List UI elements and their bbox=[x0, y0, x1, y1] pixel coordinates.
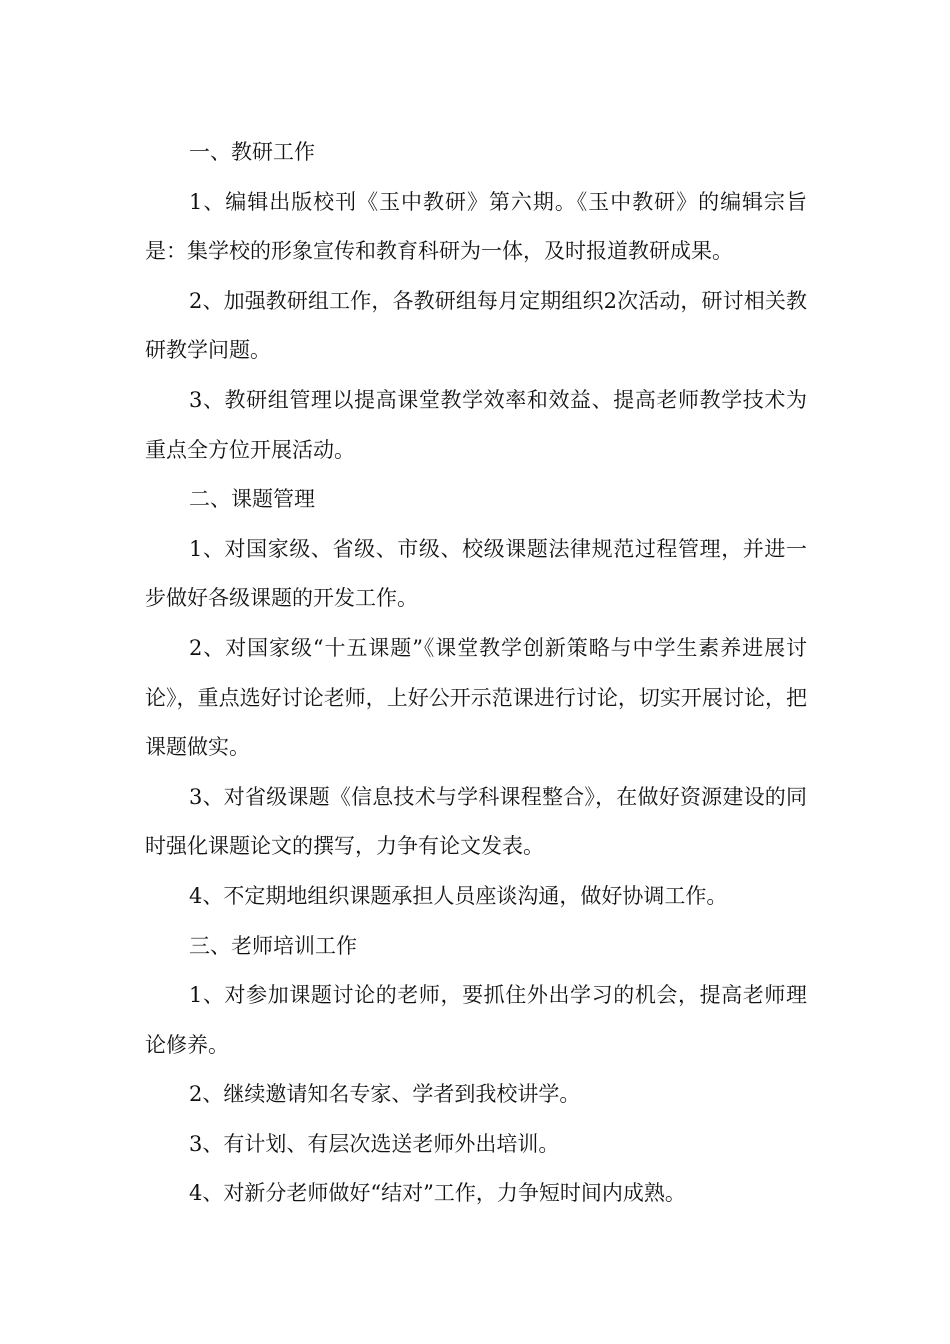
paragraph: 1、对参加课题讨论的老师，要抓住外出学习的机会，提高老师理论修养。 bbox=[145, 983, 807, 1057]
section-heading-topics: 二、课题管理 bbox=[189, 487, 315, 512]
paragraph: 4、对新分老师做好“结对”工作，力争短时间内成熟。 bbox=[189, 1181, 686, 1206]
paragraph: 1、对国家级、省级、市级、校级课题法律规范过程管理，并进一步做好各级课题的开发工作。 bbox=[145, 536, 807, 611]
paragraph: 2、对国家级“十五课题”《课堂教学创新策略与中学生素养进展讨论》，重点选好讨论老师，上好公开示范课进行讨论，切实开展讨论，把课题做实。 bbox=[145, 635, 807, 760]
paragraph: 3、对省级课题《信息技术与学科课程整合》，在做好资源建设的同时强化课题论文的撰写，力争有论文发表。 bbox=[145, 784, 807, 859]
paragraph: 4、不定期地组织课题承担人员座谈沟通，做好协调工作。 bbox=[189, 883, 728, 908]
paragraph: 3、教研组管理以提高课堂教学效率和效益、提高老师教学技术为重点全方位开展活动。 bbox=[145, 387, 807, 462]
document-body bbox=[145, 128, 807, 1219]
section-heading-training: 三、老师培训工作 bbox=[189, 933, 357, 958]
section-heading-research: 一、教研工作 bbox=[189, 140, 315, 164]
paragraph: 3、有计划、有层次选送老师外出培训。 bbox=[189, 1131, 560, 1156]
paragraph: 2、继续邀请知名专家、学者到我校讲学。 bbox=[189, 1082, 581, 1107]
paragraph: 1、编辑出版校刊《玉中教研》第六期。《玉中教研》的编辑宗旨是：集学校的形象宣传和教育科研为一体，及时报道教研成果。 bbox=[145, 189, 807, 264]
paragraph: 2、加强教研组工作，各教研组每月定期组织2次活动，研讨相关教研教学问题。 bbox=[145, 288, 807, 363]
